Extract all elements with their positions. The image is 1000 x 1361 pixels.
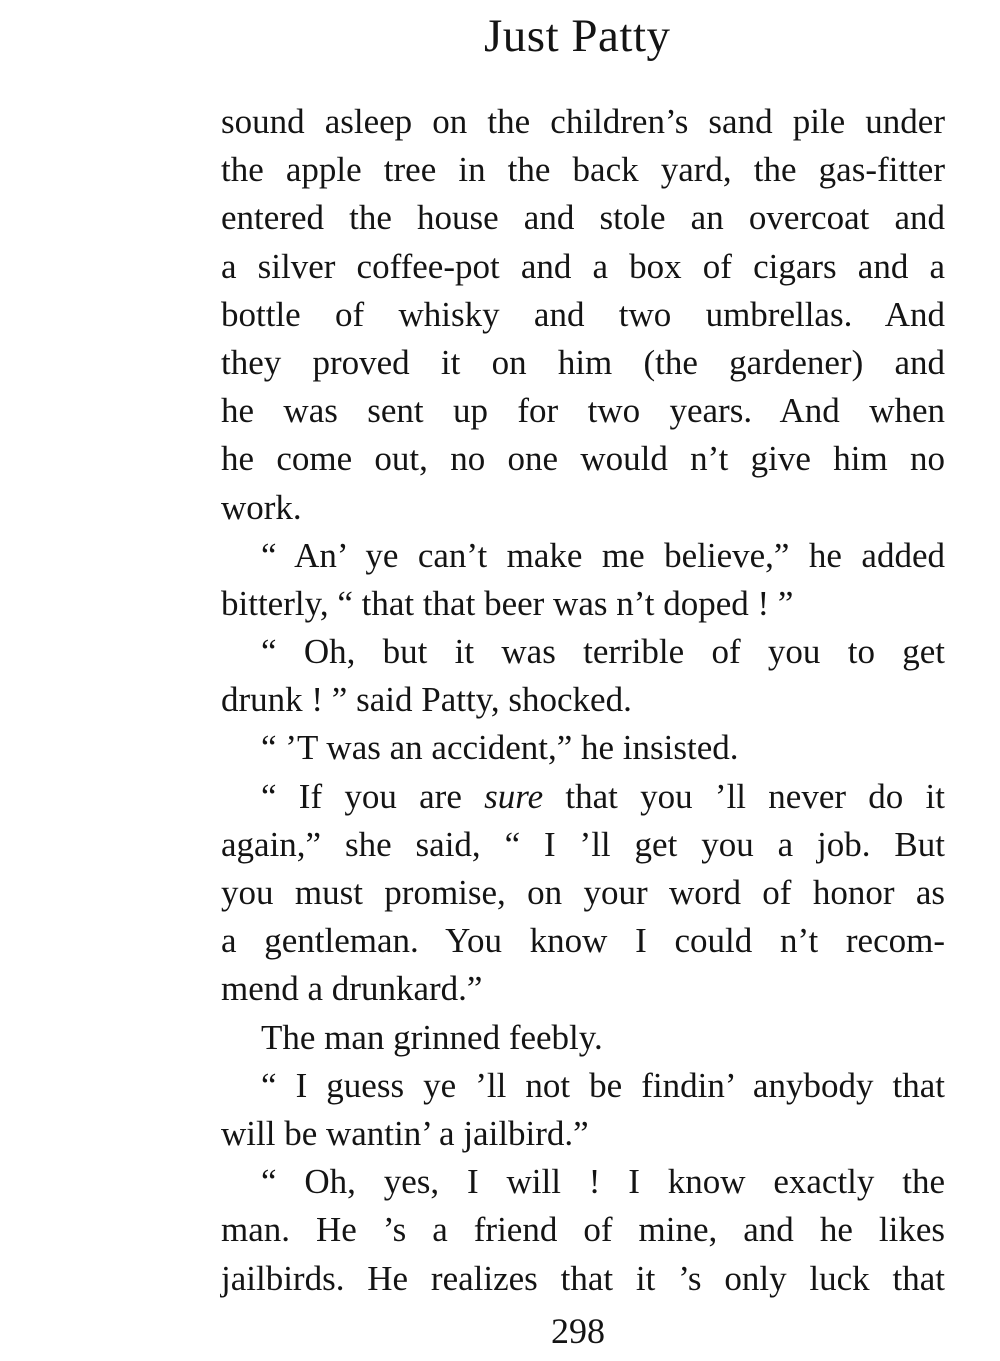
- text-line: they proved it on him (the gardener) and: [221, 342, 945, 382]
- text-line: bitterly, “ that that beer was n’t doped ! ”: [221, 583, 794, 623]
- text-line: will be wantin’ a jailbird.”: [221, 1113, 589, 1153]
- text-line: “ Oh, but it was terrible of you to get: [261, 632, 945, 672]
- body-text: [221, 98, 945, 1303]
- text-line: the apple tree in the back yard, the gas-fitter: [221, 150, 945, 190]
- text-line-with-italic: [221, 773, 945, 821]
- text-line: “ I guess ye ’ll not be findin’ anybody that: [261, 1065, 945, 1105]
- text-line: The man grinned feebly.: [261, 1017, 603, 1057]
- text-line: mend a drunkard.”: [221, 969, 483, 1009]
- text-line: a silver coffee-pot and a box of cigars and a: [221, 246, 945, 286]
- text-line: again,” she said, “ I ’ll get you a job. But: [221, 824, 945, 864]
- text-line: he come out, no one would n’t give him no: [221, 439, 945, 479]
- text-segment: “ If you are: [261, 776, 485, 816]
- text-line: “ ’T was an accident,” he insisted.: [261, 728, 739, 768]
- text-line: work.: [221, 487, 302, 527]
- text-line: bottle of whisky and two umbrellas. And: [221, 294, 945, 334]
- text-line: he was sent up for two years. And when: [221, 391, 945, 431]
- text-line: man. He ’s a friend of mine, and he likes: [221, 1210, 945, 1250]
- italic-emphasis: sure: [484, 776, 544, 816]
- page-number: 298: [551, 1311, 605, 1351]
- text-line: “ Oh, yes, I will ! I know exactly the: [261, 1162, 945, 1202]
- text-line: “ An’ ye can’t make me believe,” he added: [261, 535, 945, 575]
- text-line: jailbirds. He realizes that it ’s only luck that: [221, 1258, 945, 1298]
- text-line: a gentleman. You know I could n’t recom-: [221, 921, 945, 961]
- text-segment: that you ’ll never do it: [543, 776, 945, 816]
- text-line: drunk ! ” said Patty, shocked.: [221, 680, 632, 720]
- running-head-title: Just Patty: [484, 10, 671, 62]
- text-line: entered the house and stole an overcoat and: [221, 198, 945, 238]
- text-line: sound asleep on the children’s sand pile under: [221, 102, 945, 141]
- text-line: you must promise, on your word of honor as: [221, 873, 945, 912]
